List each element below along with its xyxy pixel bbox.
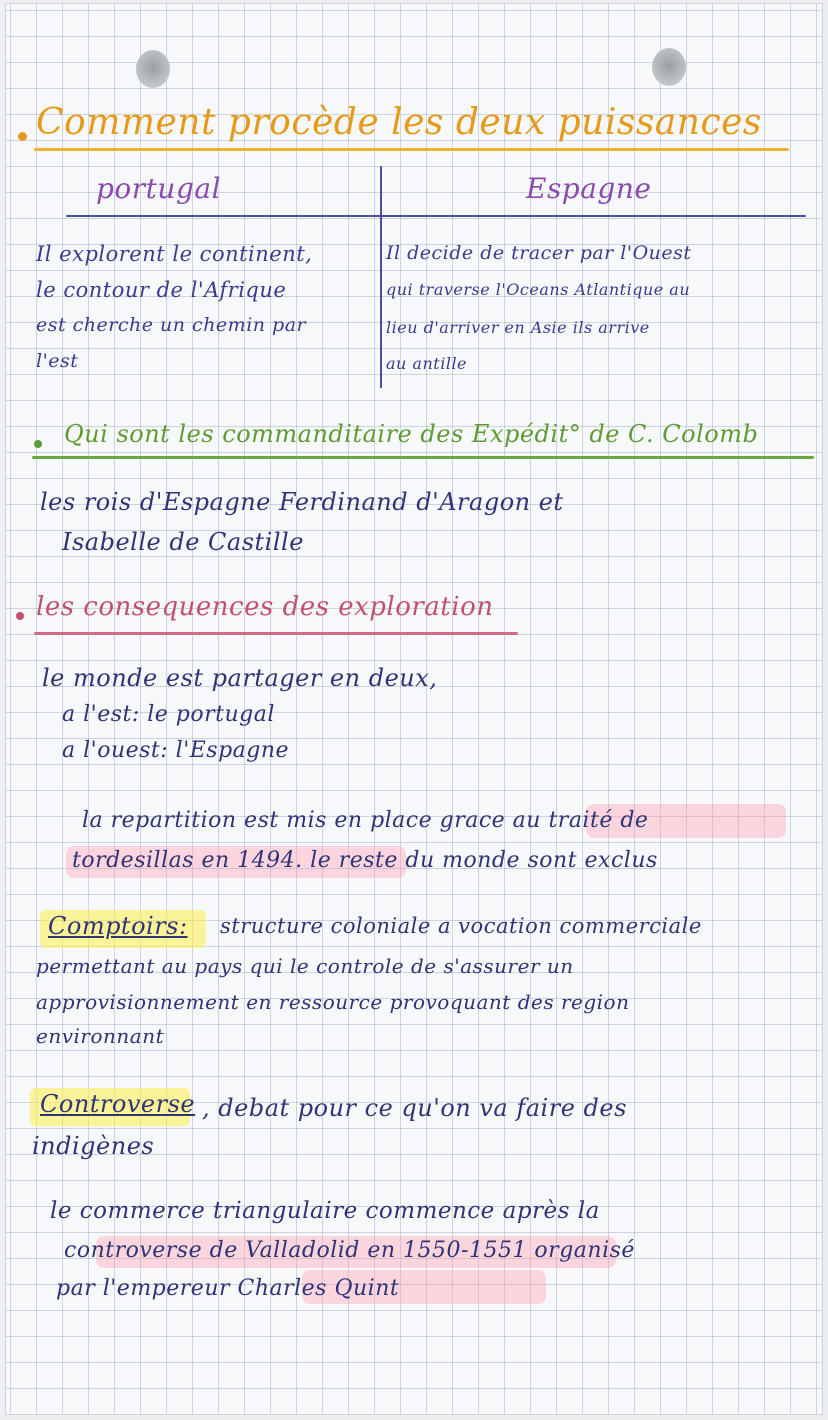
- espagne-line: Il decide de tracer par l'Ouest: [386, 242, 692, 264]
- portugal-line: Il explorent le continent,: [36, 242, 313, 266]
- comptoir-line: structure coloniale a vocation commerciale: [220, 914, 702, 938]
- notebook-page: [6, 4, 822, 1414]
- portugal-line: le contour de l'Afrique: [36, 278, 287, 302]
- treaty-line: tordesillas en 1494. le reste du monde sont exclus: [72, 848, 658, 873]
- comptoir-line: approvisionnement en ressource provoquant des region: [36, 990, 630, 1014]
- comptoir-line: environnant: [36, 1024, 165, 1048]
- portugal-line: est cherche un chemin par: [36, 314, 307, 336]
- heading-puissances: Comment procède les deux puissances: [36, 102, 762, 143]
- heading-underline: [34, 632, 518, 635]
- controverse-line: , debat pour ce qu'on va faire des: [202, 1094, 627, 1122]
- bullet-dot: [18, 132, 27, 141]
- sponsors-line: les rois d'Espagne Ferdinand d'Aragon et: [40, 488, 564, 516]
- triangular-line: le commerce triangulaire commence après la: [50, 1198, 600, 1224]
- column-title-espagne: Espagne: [526, 172, 652, 205]
- punch-hole-right: [652, 48, 686, 86]
- consequence-line: a l'est: le portugal: [62, 702, 275, 727]
- heading-consequences: les consequences des exploration: [36, 592, 494, 622]
- espagne-line: au antille: [386, 354, 468, 373]
- term-controverse: Controverse: [40, 1090, 196, 1118]
- treaty-line: la repartition est mis en place grace au traité de: [82, 808, 649, 833]
- consequence-line: a l'ouest: l'Espagne: [62, 738, 290, 763]
- column-title-portugal: portugal: [96, 172, 222, 205]
- heading-underline: [32, 456, 814, 459]
- espagne-line: lieu d'arriver en Asie ils arrive: [386, 318, 650, 337]
- term-comptoirs: Comptoirs:: [48, 912, 188, 940]
- heading-commanditaires: Qui sont les commanditaire des Expédit° de C. Colomb: [64, 420, 759, 448]
- table-header-rule: [66, 215, 806, 217]
- consequence-line: le monde est partager en deux,: [42, 664, 438, 692]
- table-column-divider: [380, 166, 382, 388]
- bullet-dot: [34, 440, 42, 448]
- bullet-dot: [16, 612, 24, 620]
- portugal-line: l'est: [36, 350, 79, 372]
- espagne-line: qui traverse l'Oceans Atlantique au: [386, 280, 691, 299]
- triangular-line: controverse de Valladolid en 1550-1551 organisé: [64, 1238, 635, 1263]
- sponsors-line: Isabelle de Castille: [62, 528, 304, 556]
- punch-hole-left: [136, 50, 170, 88]
- heading-underline: [34, 148, 789, 151]
- triangular-line: par l'empereur Charles Quint: [56, 1276, 400, 1301]
- comptoir-line: permettant au pays qui le controle de s'assurer un: [36, 954, 574, 978]
- controverse-line: indigènes: [32, 1132, 155, 1160]
